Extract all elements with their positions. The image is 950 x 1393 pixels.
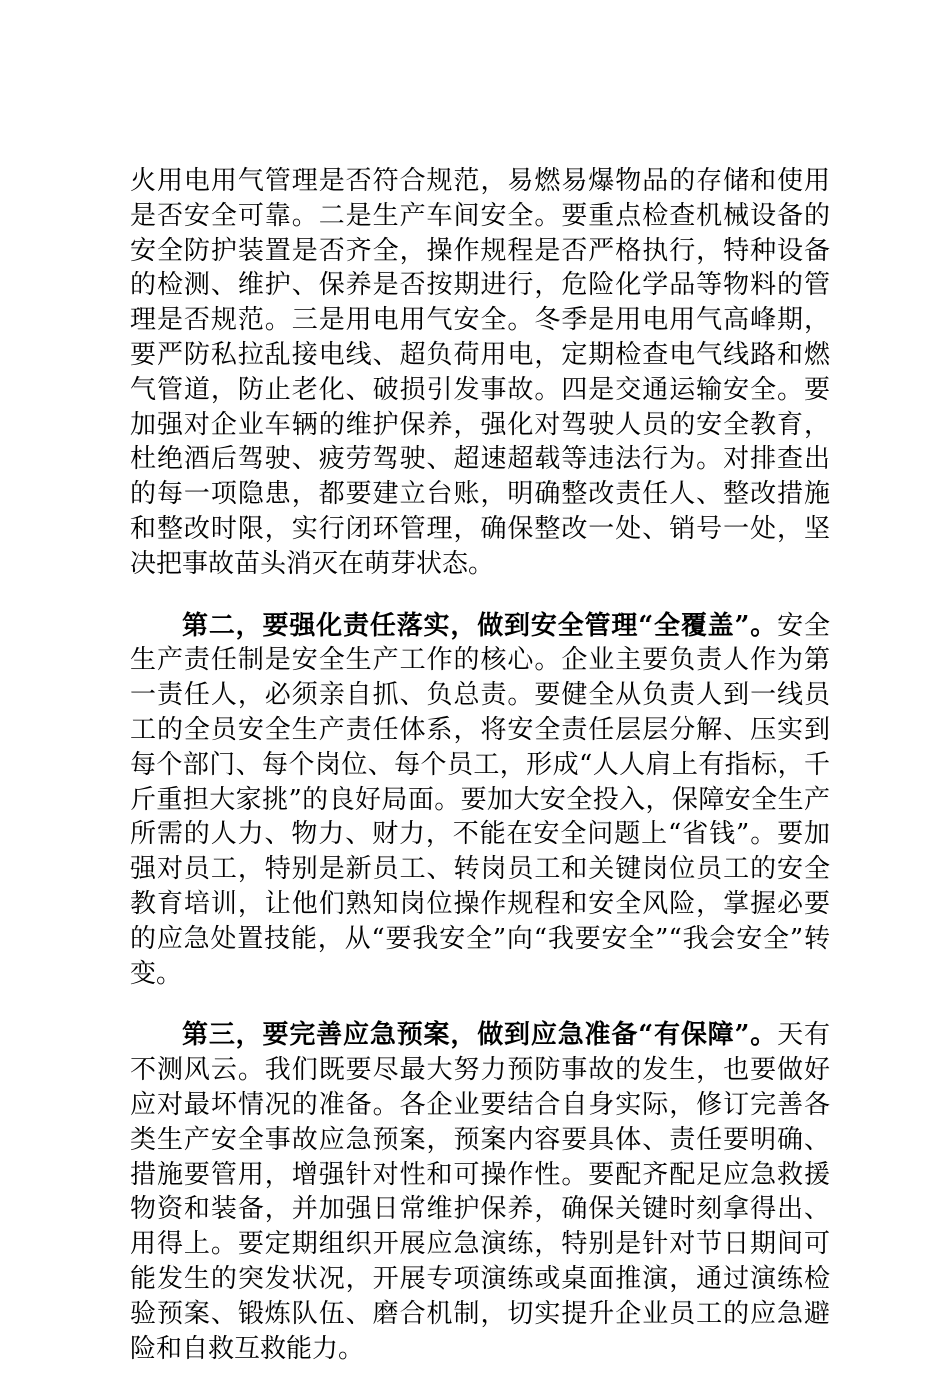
paragraph-lead-heading: 第三，要完善应急预案，做到应急准备“有保障”。 xyxy=(182,1020,778,1051)
paragraph-continued xyxy=(130,164,830,582)
paragraph-lead-heading: 第二，要强化责任落实，做到安全管理“全覆盖”。 xyxy=(182,610,778,641)
paragraph-emergency-plan xyxy=(130,1018,830,1366)
paragraph-text: 安全生产责任制是安全生产工作的核心。企业主要负责人作为第一责任人，必须亲自抓、负总责。要健全从负责人到一线员工的全员安全生产责任体系，将安全责任层层分解、压实到每个部门、每个岗位、每个员工，形成“人人肩上有指标，千斤重担大家挑”的良好局面。要加大安全投入，保障安全生产所需的人力、物力、财力，不能在安全问题上“省钱”。要加强对员工，特别是新员工、转岗员工和关键岗位员工的安全教育培训，让他们熟知岗位操作规程和安全风险，掌握必要的应急处置技能，从“要我安全”向“我要安全”“我会安全”转变。 xyxy=(130,610,830,989)
paragraph-text: 火用电用气管理是否符合规范，易燃易爆物品的存储和使用是否安全可靠。二是生产车间安全。要重点检查机械设备的安全防护装置是否齐全，操作规程是否严格执行，特种设备的检测、维护、保养是否按期进行，危险化学品等物料的管理是否规范。三是用电用气安全。冬季是用电用气高峰期，要严防私拉乱接电线、超负荷用电，定期检查电气线路和燃气管道，防止老化、破损引发事故。四是交通运输安全。要加强对企业车辆的维护保养，强化对驾驶人员的安全教育，杜绝酒后驾驶、疲劳驾驶、超速超载等违法行为。对排查出的每一项隐患，都要建立台账，明确整改责任人、整改措施和整改时限，实行闭环管理，确保整改一处、销号一处，坚决把事故苗头消灭在萌芽状态。 xyxy=(130,166,830,579)
paragraph-text: 天有不测风云。我们既要尽最大努力预防事故的发生，也要做好应对最坏情况的准备。各企业要结合自身实际，修订完善各类生产安全事故应急预案，预案内容要具体、责任要明确、措施要管用，增强针对性和可操作性。要配齐配足应急救援物资和装备，并加强日常维护保养，确保关键时刻拿得出、用得上。要定期组织开展应急演练，特别是针对节日期间可能发生的突发状况，开展专项演练或桌面推演，通过演练检验预案、锻炼队伍、磨合机制，切实提升企业员工的应急避险和自救互救能力。 xyxy=(130,1020,830,1364)
document-page xyxy=(130,164,830,1393)
paragraph-responsibility xyxy=(130,609,830,992)
